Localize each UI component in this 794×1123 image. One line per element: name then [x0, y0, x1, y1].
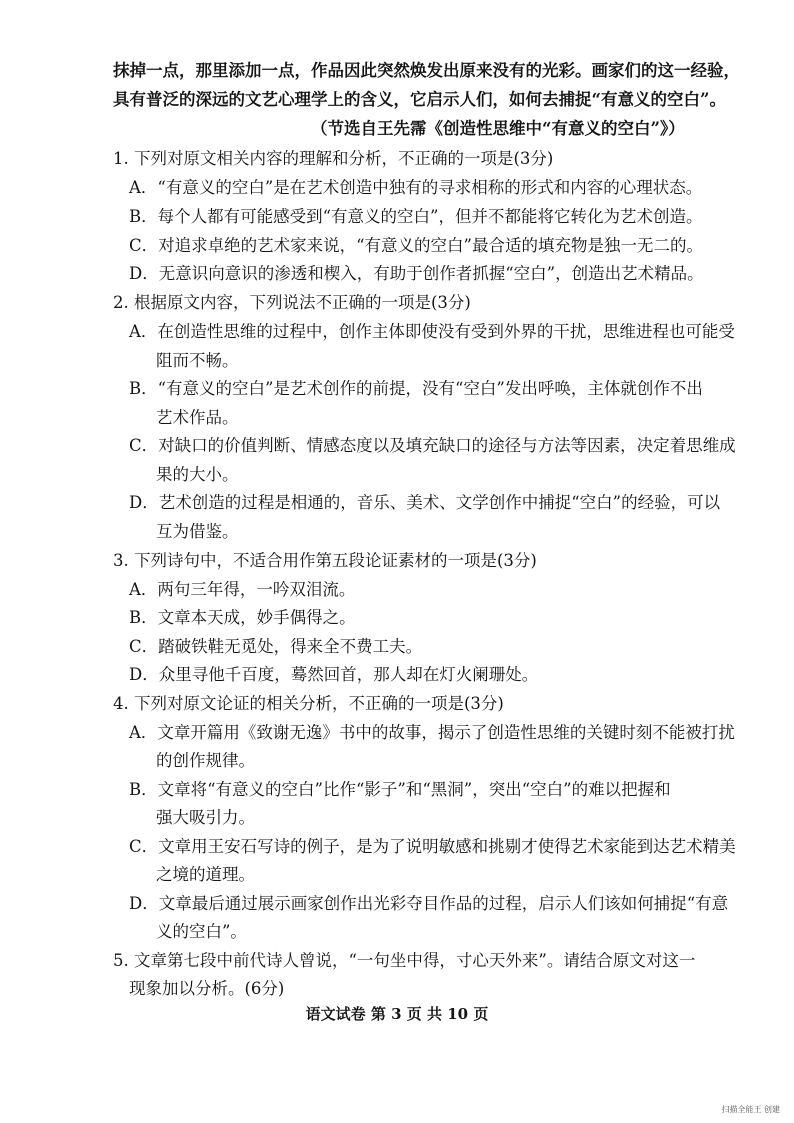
question-3-stem: 3. 下列诗句中，不适合用作第五段论证素材的一项是(3分)	[113, 551, 537, 570]
passage-line-1: 抹掉一点，那里添加一点，作品因此突然焕发出原来没有的光彩。画家们的这一经验，	[113, 61, 740, 80]
question-2-option-d: D．艺术创造的过程是相通的，音乐、美术、文学创作中捕捉“空白”的经验，可以	[129, 493, 721, 512]
question-5-stem-cont: 现象加以分析。(6分)	[129, 979, 285, 998]
question-1-option-a: A．“有意义的空白”是在艺术创造中独有的寻求相称的形式和内容的心理状态。	[129, 178, 703, 197]
question-2-stem: 2. 根据原文内容，下列说法不正确的一项是(3分)	[113, 293, 471, 312]
scanner-watermark: 扫描全能王 创建	[721, 1105, 780, 1114]
passage-line-2: 具有普泛的深远的文艺心理学上的含义，它启示人们，如何去捕捉“有意义的空白”。	[113, 90, 726, 109]
question-2-option-b-cont: 艺术作品。	[156, 408, 239, 427]
question-1-option-b: B．每个人都有可能感受到“有意义的空白”，但并不都能将它转化为艺术创造。	[129, 207, 703, 226]
question-2-option-c-cont: 果的大小。	[156, 465, 239, 484]
question-5-stem: 5. 文章第七段中前代诗人曾说，“一句坐中得，寸心天外来”。请结合原文对这一	[113, 951, 696, 970]
question-2-option-a-cont: 阻而不畅。	[156, 351, 239, 370]
question-4-stem: 4. 下列对原文论证的相关分析，不正确的一项是(3分)	[113, 694, 504, 713]
question-2-option-d-cont: 互为借鉴。	[156, 522, 239, 541]
question-4-option-b: B．文章将“有意义的空白”比作“影子”和“黑洞”，突出“空白”的难以把握和	[129, 780, 671, 799]
question-2-option-a: A．在创造性思维的过程中，创作主体即使没有受到外界的干扰，思维进程也可能受	[129, 322, 735, 341]
question-4-option-b-cont: 强大吸引力。	[156, 808, 255, 827]
question-4-option-c: C．文章用王安石写诗的例子，是为了说明敏感和挑剔才使得艺术家能到达艺术精美	[129, 837, 736, 856]
question-3-option-c: C．踏破铁鞋无觅处，得来全不费工夫。	[129, 637, 423, 656]
passage-source: （节选自王先霈《创造性思维中“有意义的空白”》）	[311, 119, 685, 138]
question-3-option-a: A．两句三年得，一吟双泪流。	[129, 580, 356, 599]
question-2-option-c: C．对缺口的价值判断、情感态度以及填充缺口的途径与方法等因素，决定着思维成	[129, 436, 736, 455]
question-1-option-c: C．对追求卓绝的艺术家来说，“有意义的空白”最合适的填充物是独一无二的。	[129, 236, 703, 255]
question-4-option-a-cont: 的创作规律。	[156, 751, 255, 770]
question-4-option-d-cont: 义的空白”。	[156, 922, 247, 941]
question-4-option-d: D．文章最后通过展示画家创作出光彩夺目作品的过程，启示人们该如何捕捉“有意	[129, 894, 729, 913]
question-4-option-a: A．文章开篇用《致谢无逸》书中的故事，揭示了创造性思维的关键时刻不能被打扰	[129, 723, 735, 742]
question-3-option-d: D．众里寻他千百度，蓦然回首，那人却在灯火阑珊处。	[129, 665, 539, 684]
question-4-option-c-cont: 之境的道理。	[156, 865, 255, 884]
question-2-option-b: B．“有意义的空白”是艺术创作的前提，没有“空白”发出呼唤，主体就创作不出	[129, 379, 703, 398]
question-3-option-b: B．文章本天成，妙手偶得之。	[129, 608, 356, 627]
question-1-stem: 1. 下列对原文相关内容的理解和分析，不正确的一项是(3分)	[113, 149, 554, 168]
question-1-option-d: D．无意识向意识的渗透和楔入，有助于创作者抓握“空白”，创造出艺术精品。	[129, 264, 704, 283]
page-footer: 语文试卷 第 3 页 共 10 页	[305, 1005, 489, 1023]
